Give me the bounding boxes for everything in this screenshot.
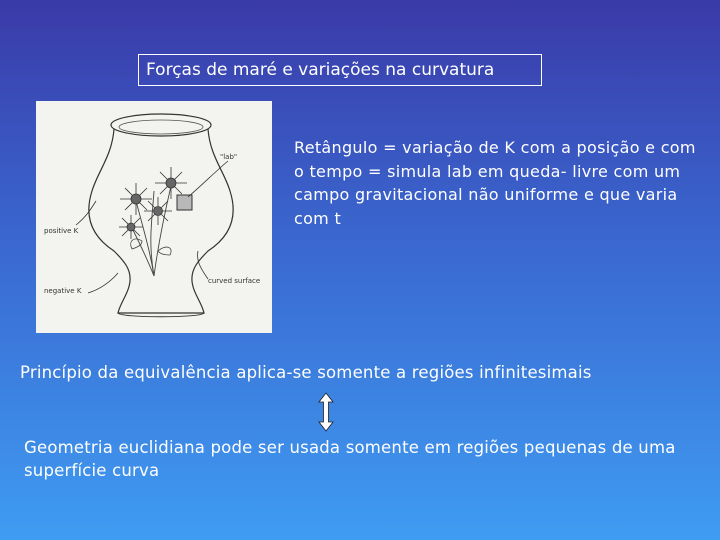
vase-illustration [36,101,272,333]
equivalence-principle-text: Princípio da equivalência aplica-se somente a regiões infinitesimais [20,363,592,382]
lab-rectangle [177,195,192,210]
double-arrow-icon [318,392,334,436]
slide-title: Forças de maré e variações na curvatura [138,54,542,86]
curved-surface-label: curved surface [208,277,261,285]
positive-k-label: positive K [44,227,79,235]
negative-k-label: negative K [44,287,82,295]
vase-figure [36,101,272,333]
euclidean-geometry-text: Geometria euclidiana pode ser usada somente em regiões pequenas de uma superfície curva [24,438,676,480]
lab-label: "lab" [220,153,238,161]
rectangle-description: Retângulo = variação de K com a posição e com o tempo = simula lab em queda- livre com um campo gravitacional não uniforme e que varia com t [294,138,696,228]
